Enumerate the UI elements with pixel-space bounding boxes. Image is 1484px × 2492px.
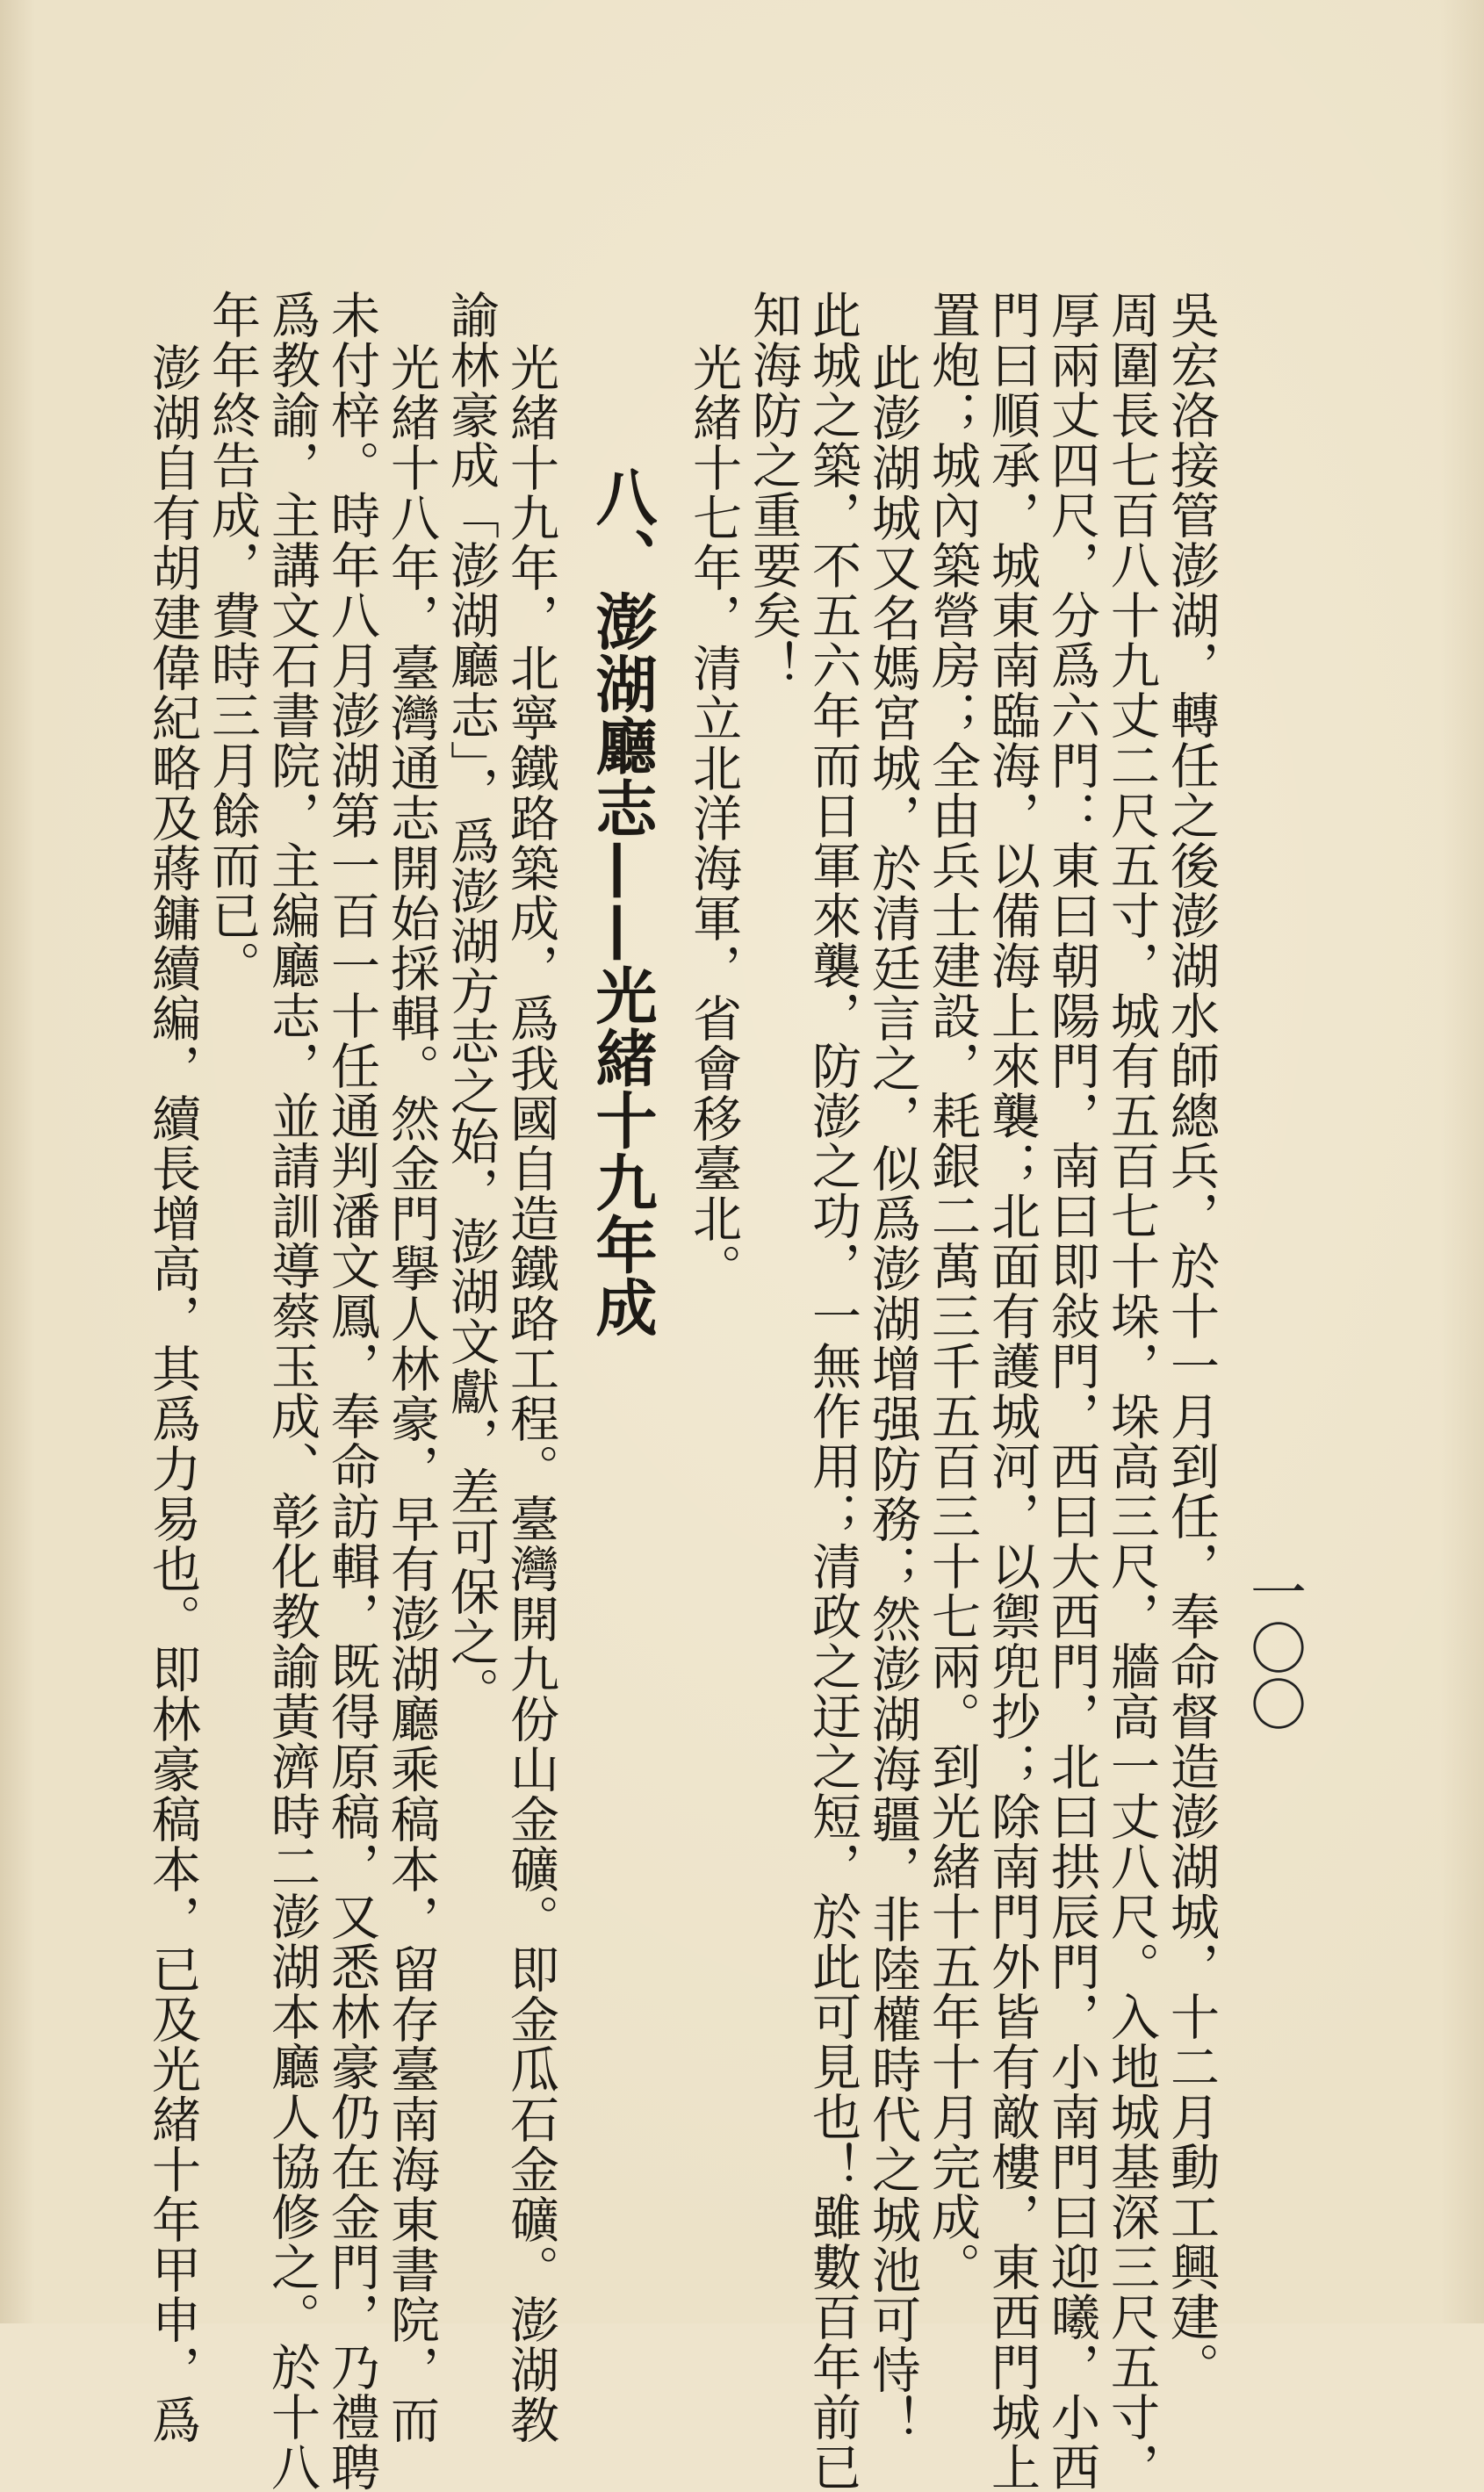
text-column: 知海防之重要矣！ <box>745 290 802 690</box>
text-column: 厚兩丈四尺，分爲六門：東曰朝陽門，南曰即敍門，西曰大西門，北曰拱辰門，小南門曰迎曦，小西 <box>1043 290 1100 2492</box>
text-column: 此城之築，不五六年而日軍來襲，防澎之功，一無作用；清政之迂之短，於此可見也！雖數百年前已 <box>804 290 861 2492</box>
text-column: 爲教諭，主講文石書院，主編廳志，並請訓導蔡玉成、彰化教諭黃濟時二澎湖本廳人協修之。於十八 <box>263 290 321 2492</box>
text-column: 年年終告成，費時三月餘而已。 <box>204 290 261 990</box>
text-column: 光緒十九年，北寧鐵路築成，爲我國自造鐵路工程。臺灣開九份山金礦。即金瓜石金礦。澎湖教 <box>502 342 559 2445</box>
page-number: 一〇〇 <box>1241 1563 1306 1732</box>
text-column: 此澎湖城又名媽宮城，於清廷言之，似爲澎湖增强防務；然澎湖海疆，非陸權時代之城池可恃！ <box>864 342 921 2445</box>
text-column: 周圍長七百八十九丈二尺五寸，城有五百七十垛，垛高三尺，牆高一丈八尺。入地城基深三尺五寸， <box>1103 290 1160 2492</box>
text-column: 澎湖自有胡建偉紀略及蔣鏞續編，續長增高，其爲力易也。即林豪稿本，已及光緒十年甲申，爲 <box>144 342 201 2445</box>
text-column: 吳宏洛接管澎湖，轉任之後澎湖水師總兵，於十一月到任，奉命督造澎湖城，十二月動工興建。 <box>1163 290 1220 2392</box>
text-column: 諭林豪成「澎湖廳志」，爲澎湖方志之始，澎湖文獻，差可保之。 <box>443 290 500 1717</box>
section-heading: 八、澎湖廳志——光緒十九年成 <box>586 465 659 1338</box>
vertical-text-body <box>142 290 1221 2492</box>
text-column: 門曰順承，城東南臨海，以備海上來襲；北面有護城河，以禦兜抄；除南門外皆有敵樓，東西門城上 <box>983 290 1041 2492</box>
text-column: 光緒十八年，臺灣通志開始採輯。然金門擧人林豪，早有澎湖廳乘稿本，留存臺南海東書院，而 <box>383 342 440 2445</box>
text-column: 置炮；城內築營房；全由兵士建設，耗銀二萬三千五百三十七兩。到光緒十五年十月完成。 <box>924 290 981 2292</box>
text-column: 未付梓。時年八月澎湖第一百一十任通判潘文鳳，奉命訪輯，既得原稿，又悉林豪仍在金門，乃禮聘 <box>323 290 380 2492</box>
text-column: 光緒十七年，清立北洋海軍，省會移臺北。 <box>685 342 742 1293</box>
